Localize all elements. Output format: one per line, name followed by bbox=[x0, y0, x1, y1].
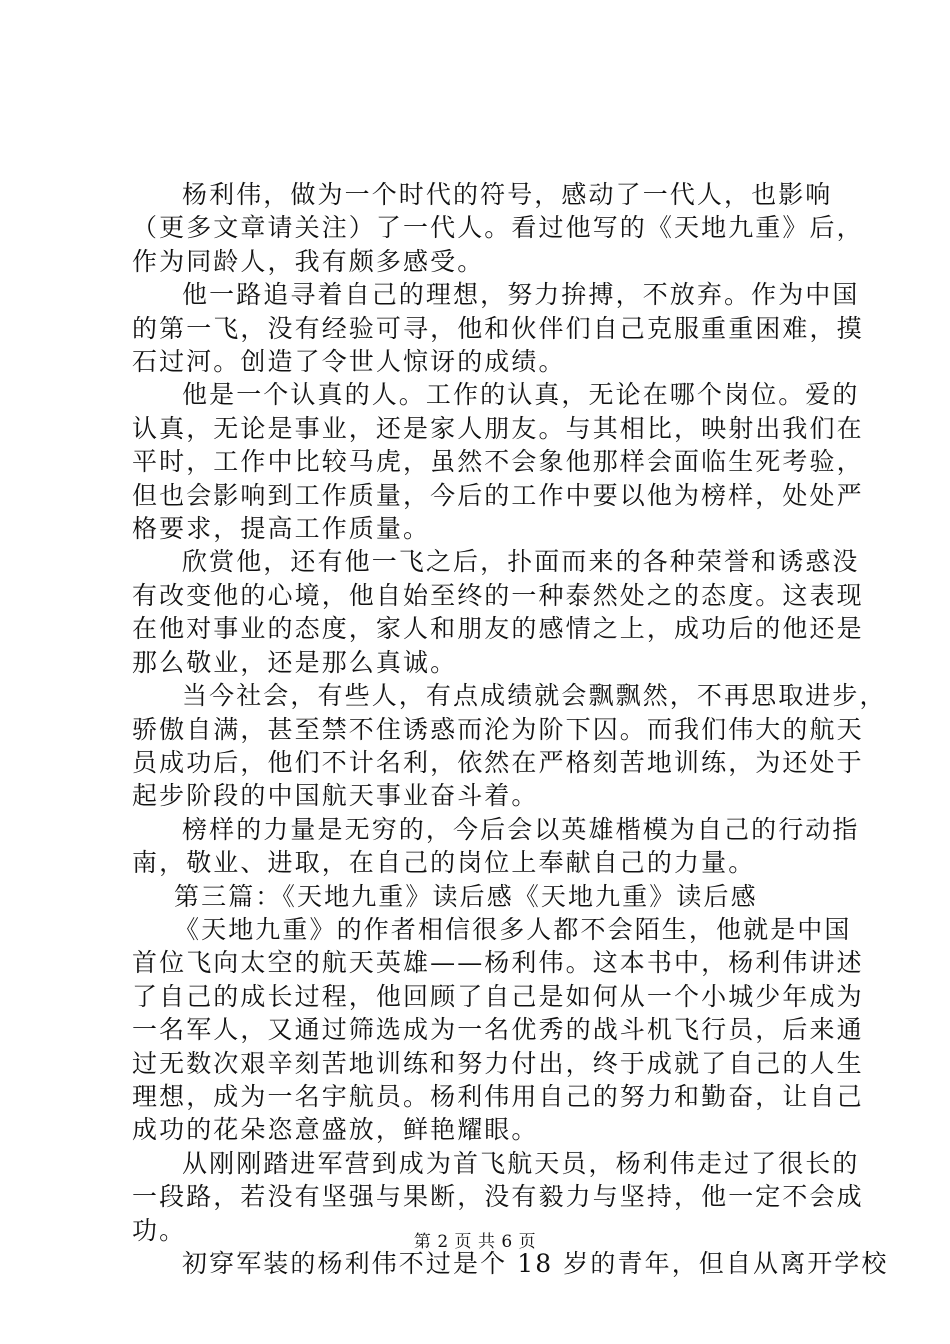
paragraph-line: 格要求，提高工作质量。 bbox=[132, 514, 431, 544]
paragraph-line: 南，敬业、进取，在自己的岗位上奉献自己的力量。 bbox=[132, 848, 756, 878]
paragraph-line: 《天地九重》的作者相信很多人都不会陌生，他就是中国 bbox=[174, 914, 852, 944]
paragraph-line: 欣赏他，还有他一飞之后，扑面而来的各种荣誉和诱惑没 bbox=[182, 547, 860, 577]
paragraph-line: 一段路，若没有坚强与果断，没有毅力与坚持，他一定不会成 bbox=[132, 1182, 864, 1212]
paragraph-line: 功。 bbox=[132, 1215, 187, 1245]
paragraph-line: 但也会影响到工作质量，今后的工作中要以他为榜样，处处严 bbox=[132, 480, 864, 510]
paragraph-line: 他是一个认真的人。工作的认真，无论在哪个岗位。爱的 bbox=[182, 380, 860, 410]
paragraph-line: 首位飞向太空的航天英雄——杨利伟。这本书中，杨利伟讲述 bbox=[132, 948, 864, 978]
paragraph-3 bbox=[132, 378, 864, 545]
paragraph-line: 作为同龄人，我有颇多感受。 bbox=[132, 246, 485, 276]
paragraph-5 bbox=[132, 679, 887, 813]
paragraph-line: 成功的花朵恣意盛放，鲜艳耀眼。 bbox=[132, 1115, 539, 1145]
section-heading bbox=[132, 880, 837, 913]
paragraph-6 bbox=[132, 813, 860, 880]
paragraph-2 bbox=[132, 278, 864, 378]
paragraph-line: 了自己的成长过程，他回顾了自己是如何从一个小城少年成为 bbox=[132, 981, 864, 1011]
paragraph-line: 初穿军装的杨利伟不过是个 18 岁的青年，但自从离开学校 bbox=[182, 1249, 889, 1278]
paragraph-7 bbox=[132, 913, 864, 1147]
paragraph-line: 从刚刚踏进军营到成为首飞航天员，杨利伟走过了很长的 bbox=[182, 1148, 860, 1178]
paragraph-line: 榜样的力量是无穷的，今后会以英雄楷模为自己的行动指 bbox=[182, 814, 860, 844]
paragraph-line: 认真，无论是事业，还是家人朋友。与其相比，映射出我们在 bbox=[132, 413, 864, 443]
page-footer bbox=[0, 1231, 950, 1253]
paragraph-line: 他一路追寻着自己的理想，努力拚搏，不放弃。作为中国 bbox=[182, 280, 860, 310]
paragraph-line: 起步阶段的中国航天事业奋斗着。 bbox=[132, 781, 539, 811]
section-heading-text: 第三篇：《天地九重》读后感《天地九重》读后感 bbox=[174, 881, 758, 911]
paragraph-line: 一名军人，又通过筛选成为一名优秀的战斗机飞行员，后来通 bbox=[132, 1015, 864, 1045]
paragraph-line: 骄傲自满，甚至禁不住诱惑而沦为阶下囚。而我们伟大的航天 bbox=[132, 714, 864, 744]
page-number-label: 第 2 页 共 6 页 bbox=[413, 1232, 537, 1252]
paragraph-line: 员成功后，他们不计名利，依然在严格刻苦地训练，为还处于 bbox=[132, 747, 864, 777]
paragraph-line: 那么敬业，还是那么真诚。 bbox=[132, 647, 458, 677]
paragraph-line: 杨利伟，做为一个时代的符号，感动了一代人，也影响 bbox=[182, 180, 833, 209]
paragraph-line: 的第一飞，没有经验可寻，他和伙伴们自己克服重重困难，摸 bbox=[132, 313, 864, 343]
paragraph-line: 石过河。创造了令世人惊讶的成绩。 bbox=[132, 347, 566, 377]
document-body bbox=[132, 178, 889, 1280]
paragraph-line: 过无数次艰辛刻苦地训练和努力付出，终于成就了自己的人生 bbox=[132, 1048, 864, 1078]
paragraph-line: 在他对事业的态度，家人和朋友的感情之上，成功后的他还是 bbox=[132, 614, 864, 644]
paragraph-4 bbox=[132, 545, 864, 679]
paragraph-line: 理想，成为一名宇航员。杨利伟用自己的努力和勤奋，让自己 bbox=[132, 1081, 864, 1111]
paragraph-1 bbox=[132, 178, 864, 278]
paragraph-line: 平时，工作中比较马虎，虽然不会象他那样会面临生死考验， bbox=[132, 447, 864, 477]
paragraph-line: 有改变他的心境，他自始至终的一种泰然处之的态度。这表现 bbox=[132, 580, 864, 610]
paragraph-line: 当今社会，有些人，有点成绩就会飘飘然，不再思取进步， bbox=[182, 681, 887, 711]
paragraph-line: （更多文章请关注）了一代人。看过他写的《天地九重》后， bbox=[132, 213, 864, 243]
